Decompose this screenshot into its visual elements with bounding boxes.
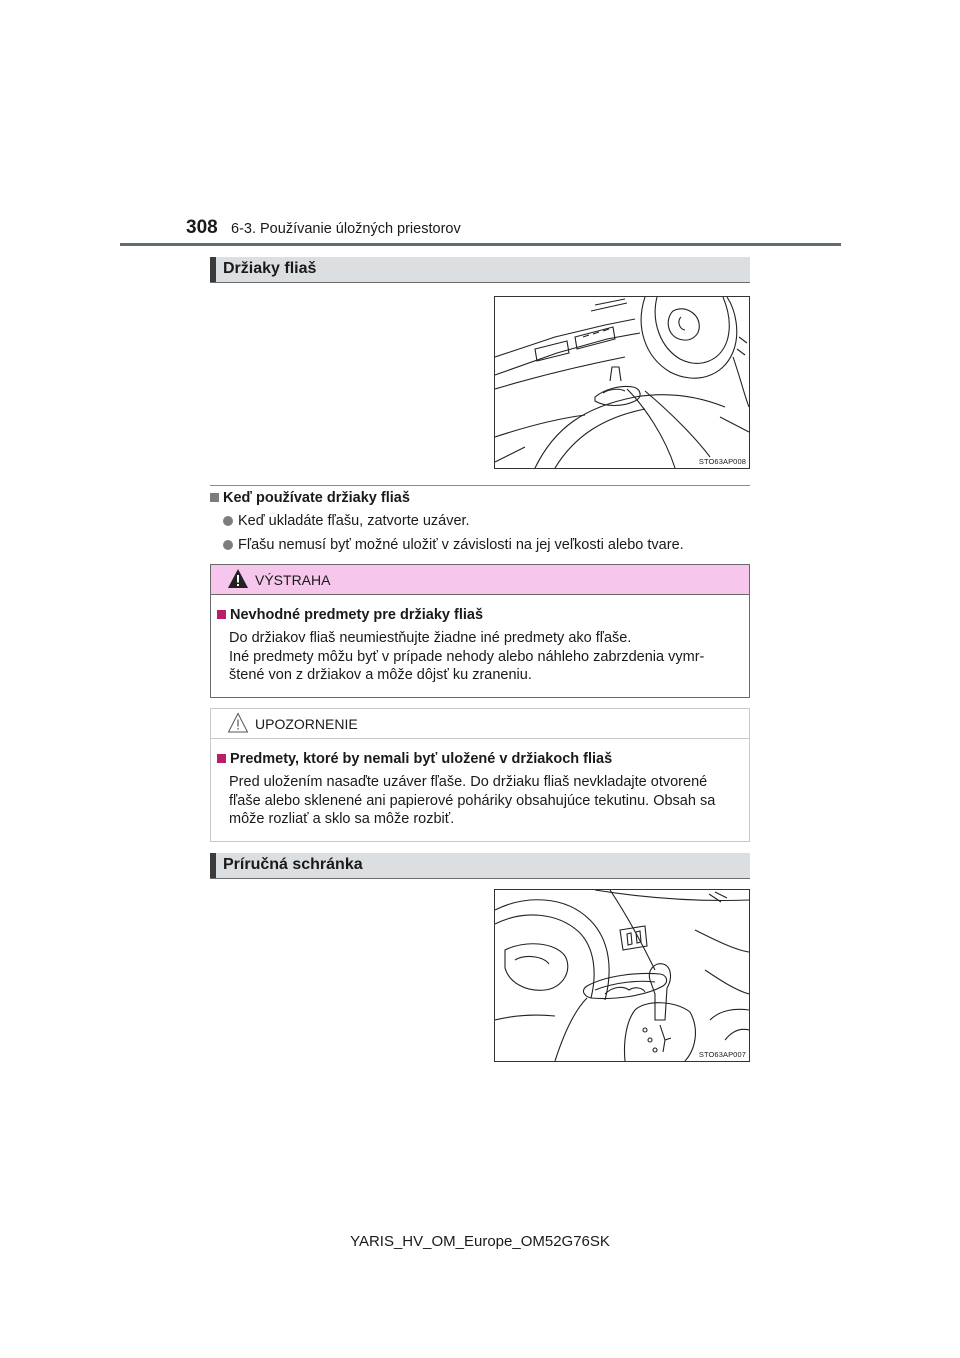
notice-title: UPOZORNENIE [255, 716, 358, 732]
auxiliary-box-drawing [495, 890, 749, 1061]
warning-box [210, 564, 750, 698]
notice-body: Pred uložením nasaďte uzáver fľaše. Do držiaku fliaš nevkladajte otvorené fľaše alebo sklenené ani papierové poháriky obsahujúce tekutinu. Obsah sa môže rozliať a sklo sa môže rozbiť. [229, 774, 716, 827]
figure-code: STO63AP008 [698, 457, 746, 466]
section-accent [210, 853, 216, 878]
round-bullet-icon [223, 540, 233, 550]
figure-code: STO63AP007 [698, 1050, 746, 1059]
section-bar-auxiliary-box [210, 853, 750, 879]
caution-triangle-outline-icon [227, 712, 249, 734]
footer [0, 1233, 960, 1250]
auxiliary-box-illustration [494, 889, 750, 1062]
header-rule [120, 243, 841, 246]
notice-subheading: Predmety, ktoré by nemali byť uložené v držiakoch fliaš [217, 751, 612, 767]
bottle-holder-drawing [495, 297, 749, 468]
square-bullet-icon [217, 754, 226, 763]
section-accent [210, 257, 216, 282]
warning-body: Do držiakov fliaš neumiestňujte žiadne iné predmety ako fľaše. Iné predmety môžu byť v prípade nehody alebo náhleho zabrzdenia vymr- štené von z držiakov a môže dôjsť ku zraneniu. [229, 630, 705, 683]
bullet-item: Fľašu nemusí byť možné uložiť v závislosti na jej veľkosti alebo tvare. [223, 537, 684, 553]
section-title-auxiliary-box: Príručná schránka [223, 856, 363, 873]
page-number: 308 [186, 217, 218, 238]
square-bullet-icon [210, 493, 219, 502]
warning-triangle-icon [227, 568, 249, 590]
section-title-bottle-holders: Držiaky fliaš [223, 260, 317, 277]
subheading-using-bottle-holders: Keď používate držiaky fliaš [210, 490, 410, 506]
square-bullet-icon [217, 610, 226, 619]
bullet-item: Keď ukladáte fľašu, zatvorte uzáver. [223, 513, 470, 529]
notice-header [211, 709, 749, 739]
running-title: 6-3. Používanie úložných priestorov [231, 221, 461, 237]
bottle-holder-illustration [494, 296, 750, 469]
notice-box [210, 708, 750, 842]
document-code: YARIS_HV_OM_Europe_OM52G76SK [350, 1233, 610, 1250]
warning-header [211, 565, 749, 595]
round-bullet-icon [223, 516, 233, 526]
section-bar-bottle-holders [210, 257, 750, 283]
section-divider [210, 485, 750, 486]
warning-title: VÝSTRAHA [255, 572, 331, 588]
warning-subheading: Nevhodné predmety pre držiaky fliaš [217, 607, 483, 623]
